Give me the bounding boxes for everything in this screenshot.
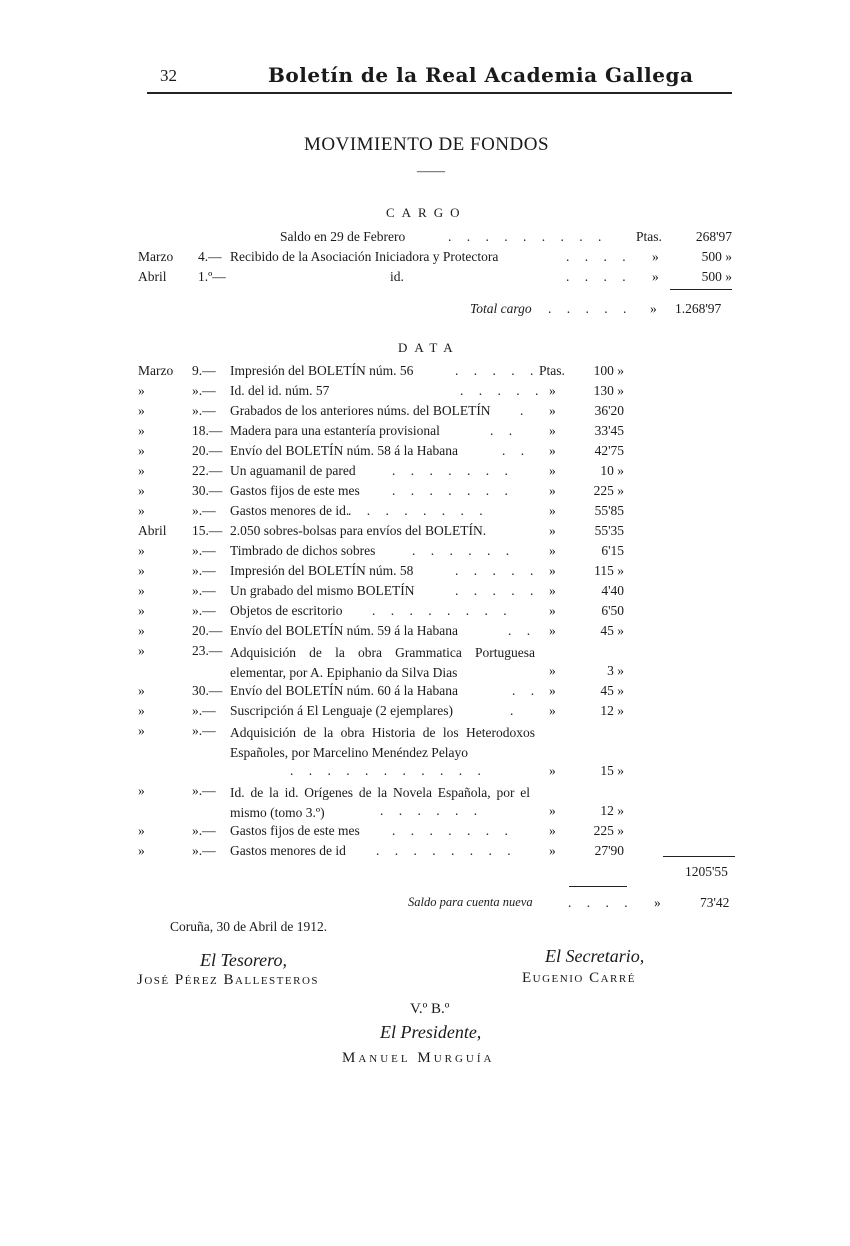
row-marker: » — [549, 523, 556, 538]
row-marker: » — [549, 483, 556, 498]
row-amount: 12 » — [600, 803, 624, 818]
row-marker: » — [549, 803, 556, 818]
data-heading: DATA — [398, 340, 460, 355]
ledger-row — [0, 443, 850, 463]
row-amount: 55'35 — [594, 523, 624, 538]
row-month: » — [138, 703, 145, 718]
row-marker: » — [549, 423, 556, 438]
row-marker: » — [549, 823, 556, 838]
row-day: ».— — [192, 583, 216, 598]
row-month: » — [138, 563, 145, 578]
row-amount: 33'45 — [594, 423, 624, 438]
row-description: Gastos menores de id. — [230, 503, 350, 518]
ledger-row — [0, 249, 850, 269]
saldo-dots: . . . . — [568, 895, 634, 910]
row-day: 30.— — [192, 483, 223, 498]
row-description: Madera para una estantería provisional — [230, 423, 440, 438]
row-description: Suscripción á El Lenguaje (2 ejemplares) — [230, 703, 454, 718]
cargo-total-label: Total cargo — [470, 301, 532, 316]
row-description: Gastos fijos de este mes — [230, 483, 360, 498]
row-dots: . . . . . . . — [392, 483, 514, 498]
row-dots: . . . . . — [460, 383, 545, 398]
row-marker: » — [549, 603, 556, 618]
row-amount: 3 » — [607, 663, 624, 678]
row-day: ».— — [192, 843, 216, 858]
row-description: Un aguamanil de pared — [230, 463, 356, 478]
ledger-row — [0, 643, 850, 680]
row-day: 9.— — [192, 363, 216, 378]
row-marker: » — [549, 383, 556, 398]
header-rule — [147, 92, 732, 94]
row-dots: . . . . . . . — [392, 823, 514, 838]
row-dots: . . — [508, 623, 537, 638]
row-amount: 268'97 — [695, 229, 732, 244]
row-description: Un grabado del mismo BOLETÍN — [230, 583, 415, 598]
ledger-row — [0, 463, 850, 483]
ledger-row — [0, 843, 850, 863]
row-description: Grabados de los anteriores núms. del BOLETÍN — [230, 403, 491, 418]
row-month: Abril — [138, 523, 167, 538]
row-month: » — [138, 443, 145, 458]
row-dots: . — [520, 403, 530, 418]
cargo-heading: CARGO — [386, 205, 467, 220]
row-amount: 6'15 — [601, 543, 624, 558]
row-marker: » — [549, 503, 556, 518]
ledger-row — [0, 383, 850, 403]
row-day: 30.— — [192, 683, 223, 698]
cargo-total-dots: . . . . . — [548, 301, 633, 316]
row-month: » — [138, 583, 145, 598]
row-month: » — [138, 463, 145, 478]
row-month: Marzo — [138, 249, 174, 264]
row-description: Adquisición de la obra Historia de los Heterodoxos Españoles, por Marcelino Menéndez Pelayo — [230, 725, 535, 760]
row-month: » — [138, 503, 145, 518]
row-day: ».— — [192, 563, 216, 578]
row-day: ».— — [192, 703, 216, 718]
row-dots: . . — [502, 443, 531, 458]
row-amount: 130 » — [593, 383, 624, 398]
row-marker: Ptas. — [539, 363, 565, 378]
ledger-row — [0, 543, 850, 563]
row-month: » — [138, 403, 145, 418]
ledger-row — [0, 603, 850, 623]
row-day: ».— — [192, 383, 216, 398]
row-description: id. — [390, 269, 404, 284]
row-description: Id. del id. núm. 57 — [230, 383, 330, 398]
row-dots: . . . . . . — [380, 803, 484, 818]
data-sum-rule-right — [663, 856, 735, 857]
page-title: MOVIMIENTO DE FONDOS — [304, 134, 550, 155]
row-month: » — [138, 623, 145, 638]
row-month: » — [138, 843, 145, 858]
cargo-total-amount: 1.268'97 — [675, 301, 722, 316]
row-day: 23.— — [192, 643, 223, 658]
row-amount: 55'85 — [594, 503, 624, 518]
row-amount: 42'75 — [594, 443, 624, 458]
ledger-row — [0, 683, 850, 703]
ledger-row — [0, 723, 850, 778]
row-marker: » — [549, 443, 556, 458]
row-amount: 36'20 — [594, 403, 624, 418]
row-dots: . . . . . . . . . . . — [290, 763, 487, 778]
row-day: 1.º— — [198, 269, 226, 284]
row-dots: . . . . . — [455, 363, 540, 378]
row-description: Timbrado de dichos sobres — [230, 543, 376, 558]
row-month: » — [138, 383, 145, 398]
ledger-row — [0, 703, 850, 723]
row-dots: . . . . . . — [412, 543, 516, 558]
president-role: El Presidente, — [380, 1022, 482, 1042]
row-day: ».— — [192, 823, 216, 838]
ledger-row — [0, 623, 850, 643]
row-amount: 27'90 — [594, 843, 624, 858]
row-dots: . — [510, 703, 520, 718]
row-day: ».— — [192, 783, 216, 798]
row-month: » — [138, 543, 145, 558]
secretary-name: Eugenio Carré — [522, 970, 636, 986]
row-day: ».— — [192, 723, 216, 738]
row-month: » — [138, 723, 145, 738]
row-marker: » — [549, 763, 556, 778]
approval-mark: V.º B.º — [410, 1001, 450, 1017]
row-marker: » — [549, 703, 556, 718]
row-day: 15.— — [192, 523, 223, 538]
row-dots: . . . . — [566, 269, 632, 284]
row-description: Envío del BOLETÍN núm. 60 á la Habana — [230, 683, 458, 698]
cargo-total-marker: » — [650, 301, 657, 316]
president-name: Manuel Murguía — [342, 1050, 495, 1066]
saldo-marker: » — [654, 895, 661, 910]
data-sum-rule-left — [569, 886, 627, 887]
row-description: Gastos fijos de este mes — [230, 823, 360, 838]
row-description: Envío del BOLETÍN núm. 58 á la Habana — [230, 443, 458, 458]
secretary-role: El Secretario, — [545, 946, 645, 966]
data-total-amount: 1205'55 — [685, 864, 728, 879]
row-amount: 225 » — [593, 483, 624, 498]
row-marker: » — [549, 403, 556, 418]
title-ornament: —— — [417, 164, 445, 179]
row-marker: » — [549, 563, 556, 578]
ledger-row — [0, 583, 850, 603]
row-amount: 115 » — [594, 563, 624, 578]
row-description: Saldo en 29 de Febrero — [280, 229, 406, 244]
row-description: Gastos menores de id — [230, 843, 346, 858]
row-day: 22.— — [192, 463, 223, 478]
row-day: ».— — [192, 403, 216, 418]
ledger-row — [0, 483, 850, 503]
row-amount: 10 » — [600, 463, 624, 478]
row-marker: » — [549, 683, 556, 698]
row-description: Impresión del BOLETÍN núm. 58 — [230, 563, 414, 578]
ledger-row — [0, 823, 850, 843]
row-amount: 45 » — [600, 623, 624, 638]
row-description: Impresión del BOLETÍN núm. 56 — [230, 363, 414, 378]
running-title: Boletín de la Real Academia Gallega — [268, 63, 694, 87]
row-month: » — [138, 783, 145, 798]
row-month: » — [138, 643, 145, 658]
row-marker: » — [549, 663, 556, 678]
treasurer-role: El Tesorero, — [200, 950, 288, 970]
row-month: » — [138, 423, 145, 438]
row-amount: 500 » — [701, 269, 732, 284]
row-marker: » — [549, 843, 556, 858]
row-description: Recibido de la Asociación Iniciadora y Protectora — [230, 249, 499, 264]
row-description: Objetos de escritorio — [230, 603, 343, 618]
row-month: Marzo — [138, 363, 174, 378]
row-amount: 15 » — [600, 763, 624, 778]
row-dots: . . . . . . . — [392, 463, 514, 478]
row-day: ».— — [192, 543, 216, 558]
row-month: » — [138, 823, 145, 838]
row-description: 2.050 sobres-bolsas para envíos del BOLETÍN. — [230, 523, 487, 538]
row-description: Id. de la id. Orígenes de la Novela Española, por el mismo (tomo 3.º) — [230, 785, 530, 820]
row-amount: 500 » — [701, 249, 732, 264]
row-day: 20.— — [192, 623, 223, 638]
row-month: » — [138, 683, 145, 698]
row-dots: . . . . . . . . — [348, 503, 489, 518]
row-marker: Ptas. — [636, 229, 662, 244]
row-dots: . . . . . — [455, 583, 540, 598]
place-date: Coruña, 30 de Abril de 1912. — [170, 919, 328, 934]
treasurer-name: José Pérez Ballesteros — [137, 972, 320, 988]
ledger-row — [0, 229, 850, 249]
row-marker: » — [549, 463, 556, 478]
ledger-row — [0, 363, 850, 383]
ledger-row — [0, 563, 850, 583]
row-marker: » — [549, 583, 556, 598]
row-amount: 12 » — [600, 703, 624, 718]
saldo-amount: 73'42 — [700, 895, 730, 910]
row-dots: . . . . . . . . . — [448, 229, 608, 244]
ledger-row — [0, 423, 850, 443]
row-day: 20.— — [192, 443, 223, 458]
row-dots: . . . . . . . . — [372, 603, 513, 618]
row-amount: 100 » — [593, 363, 624, 378]
ledger-row — [0, 403, 850, 423]
row-amount: 4'40 — [601, 583, 624, 598]
row-day: ».— — [192, 503, 216, 518]
row-day: ».— — [192, 603, 216, 618]
row-amount: 225 » — [593, 823, 624, 838]
row-description: Envío del BOLETÍN núm. 59 á la Habana — [230, 623, 458, 638]
row-amount: 45 » — [600, 683, 624, 698]
row-day: 18.— — [192, 423, 223, 438]
row-marker: » — [549, 623, 556, 638]
row-marker: » — [549, 543, 556, 558]
row-dots: . . — [512, 683, 541, 698]
row-marker: » — [652, 269, 659, 284]
row-amount: 6'50 — [601, 603, 624, 618]
ledger-row — [0, 269, 850, 289]
row-marker: » — [652, 249, 659, 264]
ledger-row — [0, 783, 850, 820]
row-dots: . . . . — [566, 249, 632, 264]
ledger-row — [0, 523, 850, 543]
row-month: Abril — [138, 269, 167, 284]
row-day: 4.— — [198, 249, 222, 264]
saldo-label: Saldo para cuenta nueva — [408, 895, 533, 909]
row-month: » — [138, 483, 145, 498]
row-dots: . . . . . . . . — [376, 843, 517, 858]
page-number: 32 — [160, 66, 177, 85]
row-dots: . . — [490, 423, 519, 438]
ledger-row — [0, 503, 850, 523]
row-dots: . . . . . — [455, 563, 540, 578]
cargo-sum-rule — [670, 289, 732, 290]
row-month: » — [138, 603, 145, 618]
row-description: Adquisición de la obra Grammatica Portuguesa elementar, por A. Epiphanio da Silva Dias — [230, 645, 535, 680]
